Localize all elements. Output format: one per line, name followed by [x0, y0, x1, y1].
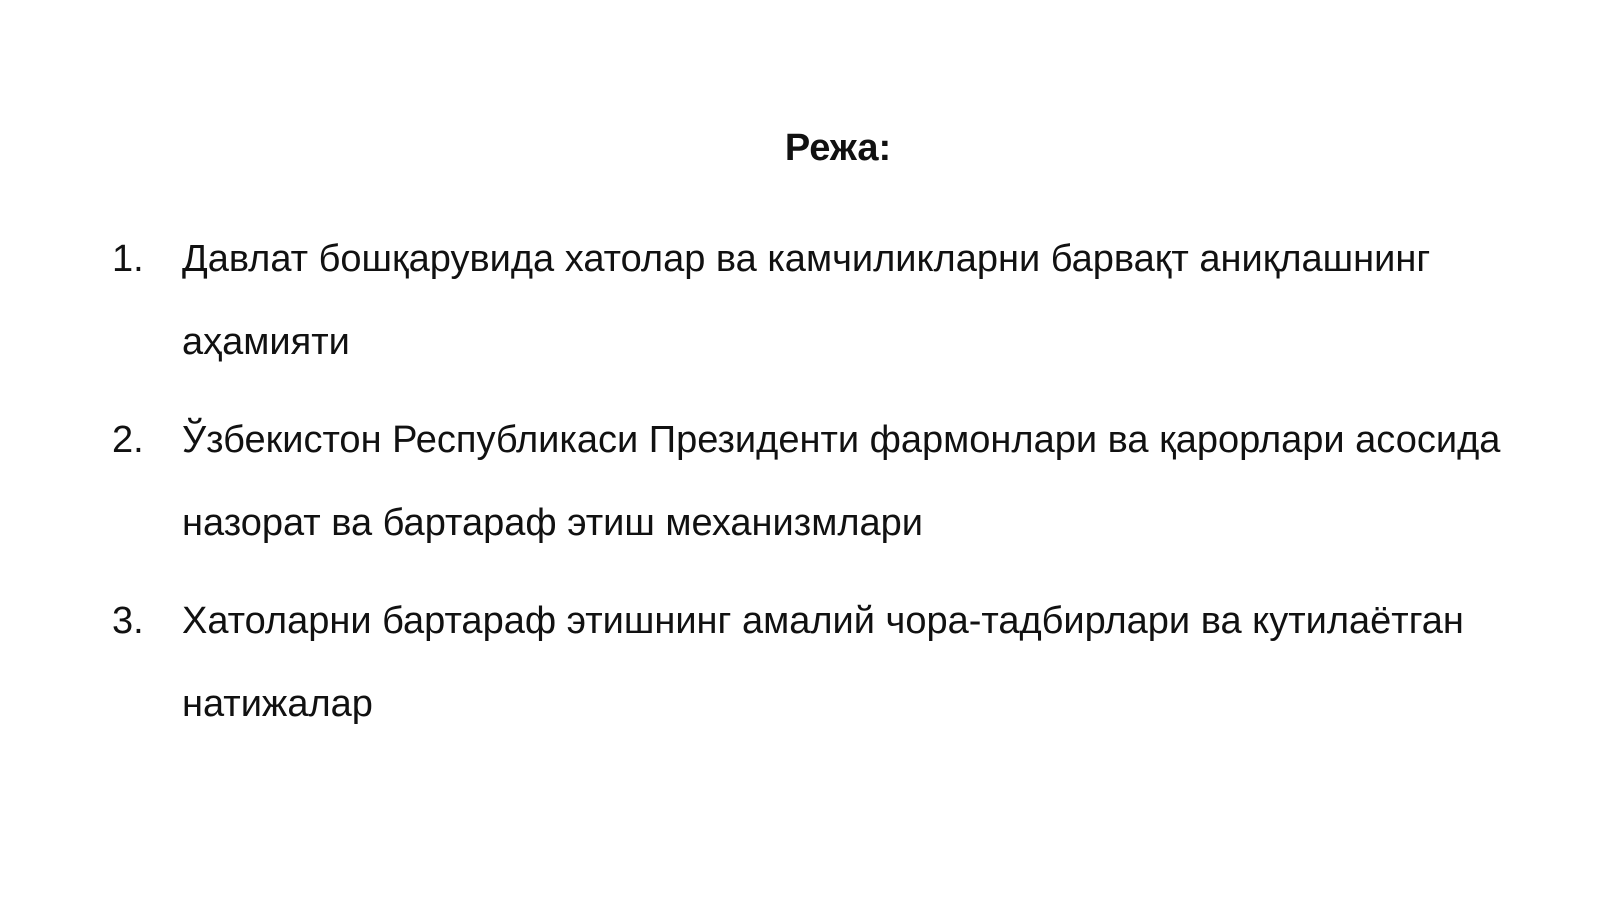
plan-item-text: Давлат бошқарувида хатолар ва камчиликларни барвақт аниқлашнинг аҳамияти: [182, 238, 1431, 363]
slide-title: Режа:: [784, 127, 892, 169]
plan-item-text: Ўзбекистон Республикаси Президенти фармонлари ва қарорлари асосида назорат ва бартараф этиш механизмлари: [182, 419, 1501, 544]
plan-item-2: [112, 399, 1532, 565]
plan-item-number: 2.: [112, 419, 144, 461]
plan-item-text: Хатоларни бартараф этишнинг амалий чора-тадбирлари ва кутилаётган натижалар: [182, 600, 1464, 725]
plan-item-number: 1.: [112, 238, 144, 280]
plan-list: [112, 218, 1532, 761]
plan-item-number: 3.: [112, 600, 144, 642]
plan-item-1: [112, 218, 1532, 384]
plan-item-3: [112, 580, 1532, 746]
